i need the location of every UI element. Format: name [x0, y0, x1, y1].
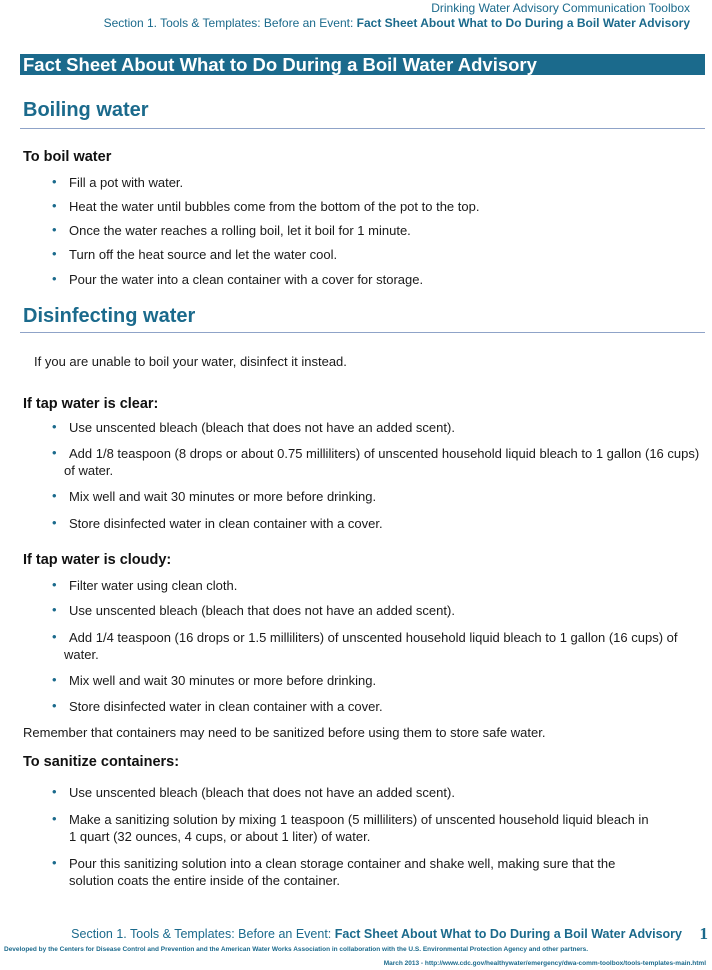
bullet-icon: •	[52, 198, 57, 213]
bullet-icon: •	[52, 515, 57, 530]
bullet-icon: •	[52, 271, 57, 286]
list-item: Mix well and wait 30 minutes or more before drinking.	[69, 673, 377, 688]
subheading-tap-water-clear: If tap water is clear:	[23, 396, 159, 412]
bullet-icon: •	[52, 488, 57, 503]
bullet-icon: •	[52, 174, 57, 189]
header-section-title: Fact Sheet About What to Do During a Boil Water Advisory	[356, 16, 690, 30]
remember-note: Remember that containers may need to be sanitized before using them to store safe water.	[23, 725, 546, 740]
bullet-icon: •	[52, 445, 57, 460]
list-item: Turn off the heat source and let the water cool.	[69, 247, 338, 262]
list-item: Pour the water into a clean container with a cover for storage.	[69, 272, 424, 287]
list-item: Use unscented bleach (bleach that does not have an added scent).	[69, 785, 455, 800]
subheading-sanitize-containers: To sanitize containers:	[23, 754, 180, 770]
footer-credits: Developed by the Centers for Disease Control and Prevention and the American Water Works Association in collaboration with the U.S. Environmental Protection Agency and other partners.	[4, 946, 589, 953]
bullet-icon: •	[52, 698, 57, 713]
header-section	[104, 16, 690, 30]
bullet-icon: •	[52, 246, 57, 261]
bullet-icon: •	[52, 419, 57, 434]
bullet-icon: •	[52, 784, 57, 799]
list-item: Use unscented bleach (bleach that does not have an added scent).	[69, 420, 455, 435]
list-item: Pour this sanitizing solution into a clean storage container and shake well, making sure that the solution coats the entire inside of the container.	[69, 856, 616, 888]
bullet-icon: •	[52, 629, 57, 644]
bullet-icon: •	[52, 855, 57, 870]
footer-section-label: Section 1. Tools & Templates: Before an Event:	[71, 927, 335, 941]
bullet-icon: •	[52, 222, 57, 237]
divider	[20, 332, 705, 333]
list-item: Heat the water until bubbles come from the bottom of the pot to the top.	[69, 199, 480, 214]
bullet-icon: •	[52, 811, 57, 826]
footer-date-url: March 2013 - http://www.cdc.gov/healthywater/emergency/dwa-comm-toolbox/tools-templates-main.html	[383, 960, 706, 967]
list-item: Add 1/4 teaspoon (16 drops or 1.5 milliliters) of unscented household liquid bleach to 1 gallon (16 cups) of water.	[64, 630, 678, 662]
toolbox-title: Drinking Water Advisory Communication Toolbox	[431, 1, 690, 15]
list-item: Once the water reaches a rolling boil, let it boil for 1 minute.	[69, 223, 411, 238]
bullet-icon: •	[52, 577, 57, 592]
heading-disinfecting-water: Disinfecting water	[23, 305, 196, 327]
bullet-icon: •	[52, 672, 57, 687]
list-item: Store disinfected water in clean container with a cover.	[69, 699, 383, 714]
footer-section-title: Fact Sheet About What to Do During a Boil Water Advisory	[334, 927, 682, 941]
divider	[20, 128, 705, 129]
bullet-icon: •	[52, 602, 57, 617]
footer-section	[71, 927, 682, 941]
list-item: Add 1/8 teaspoon (8 drops or about 0.75 milliliters) of unscented household liquid bleach to 1 gallon (16 cups) of water.	[64, 446, 700, 478]
heading-boiling-water: Boiling water	[23, 99, 149, 121]
list-item: Filter water using clean cloth.	[69, 578, 238, 593]
subheading-to-boil-water: To boil water	[23, 149, 112, 165]
list-item: Make a sanitizing solution by mixing 1 teaspoon (5 milliliters) of unscented household liquid bleach in 1 quart (32 ounces, 4 cups, or about 1 liter) of water.	[69, 812, 649, 844]
list-item: Mix well and wait 30 minutes or more before drinking.	[69, 489, 377, 504]
list-item: Store disinfected water in clean container with a cover.	[69, 516, 383, 531]
list-item: Use unscented bleach (bleach that does not have an added scent).	[69, 603, 455, 618]
header-section-label: Section 1. Tools & Templates: Before an Event:	[103, 16, 357, 30]
page-number: 1	[699, 924, 708, 943]
page-title-banner: Fact Sheet About What to Do During a Boil Water Advisory	[20, 54, 705, 75]
list-item: Fill a pot with water.	[69, 175, 184, 190]
disinfect-intro: If you are unable to boil your water, disinfect it instead.	[34, 354, 347, 369]
subheading-tap-water-cloudy: If tap water is cloudy:	[23, 552, 172, 568]
